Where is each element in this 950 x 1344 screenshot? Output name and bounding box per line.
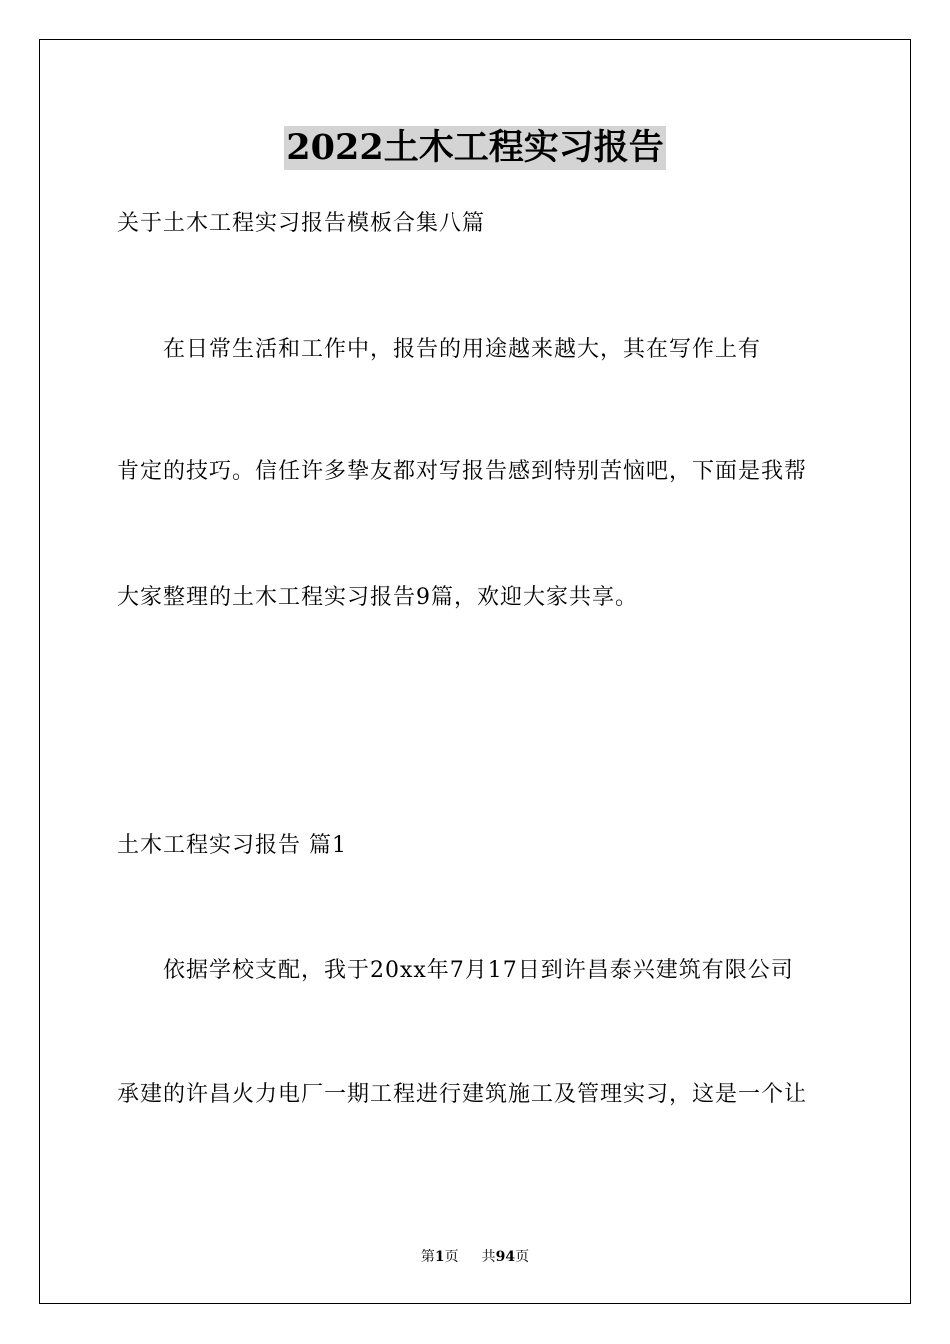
document-title: 2022土木工程实习报告 (286, 127, 664, 168)
intro-line-3: 大家整理的土木工程实习报告9篇，欢迎大家共享。 (117, 585, 638, 610)
section-heading: 土木工程实习报告 篇1 (117, 833, 347, 858)
body-line-2: 承建的许昌火力电厂一期工程进行建筑施工及管理实习，这是一个让 (117, 1082, 808, 1107)
page-footer (0, 1247, 950, 1267)
intro-line-2: 肯定的技巧。信任许多挚友都对写报告感到特别苦恼吧，下面是我帮 (117, 459, 808, 484)
body-line-1: 依据学校支配，我于20xx年7月17日到许昌泰兴建筑有限公司 (117, 958, 794, 983)
document-subtitle: 关于土木工程实习报告模板合集八篇 (117, 211, 486, 236)
footer-total-suffix: 页 (515, 1249, 530, 1265)
footer-total-prefix: 共 (481, 1249, 496, 1265)
footer-page-suffix: 页 (444, 1249, 459, 1265)
title-container (0, 126, 950, 170)
footer-page-prefix: 第 (420, 1249, 435, 1265)
intro-line-1: 在日常生活和工作中，报告的用途越来越大，其在写作上有 (117, 337, 762, 362)
footer-total-pages: 94 (495, 1249, 516, 1265)
footer-page-number: 1 (434, 1249, 445, 1265)
